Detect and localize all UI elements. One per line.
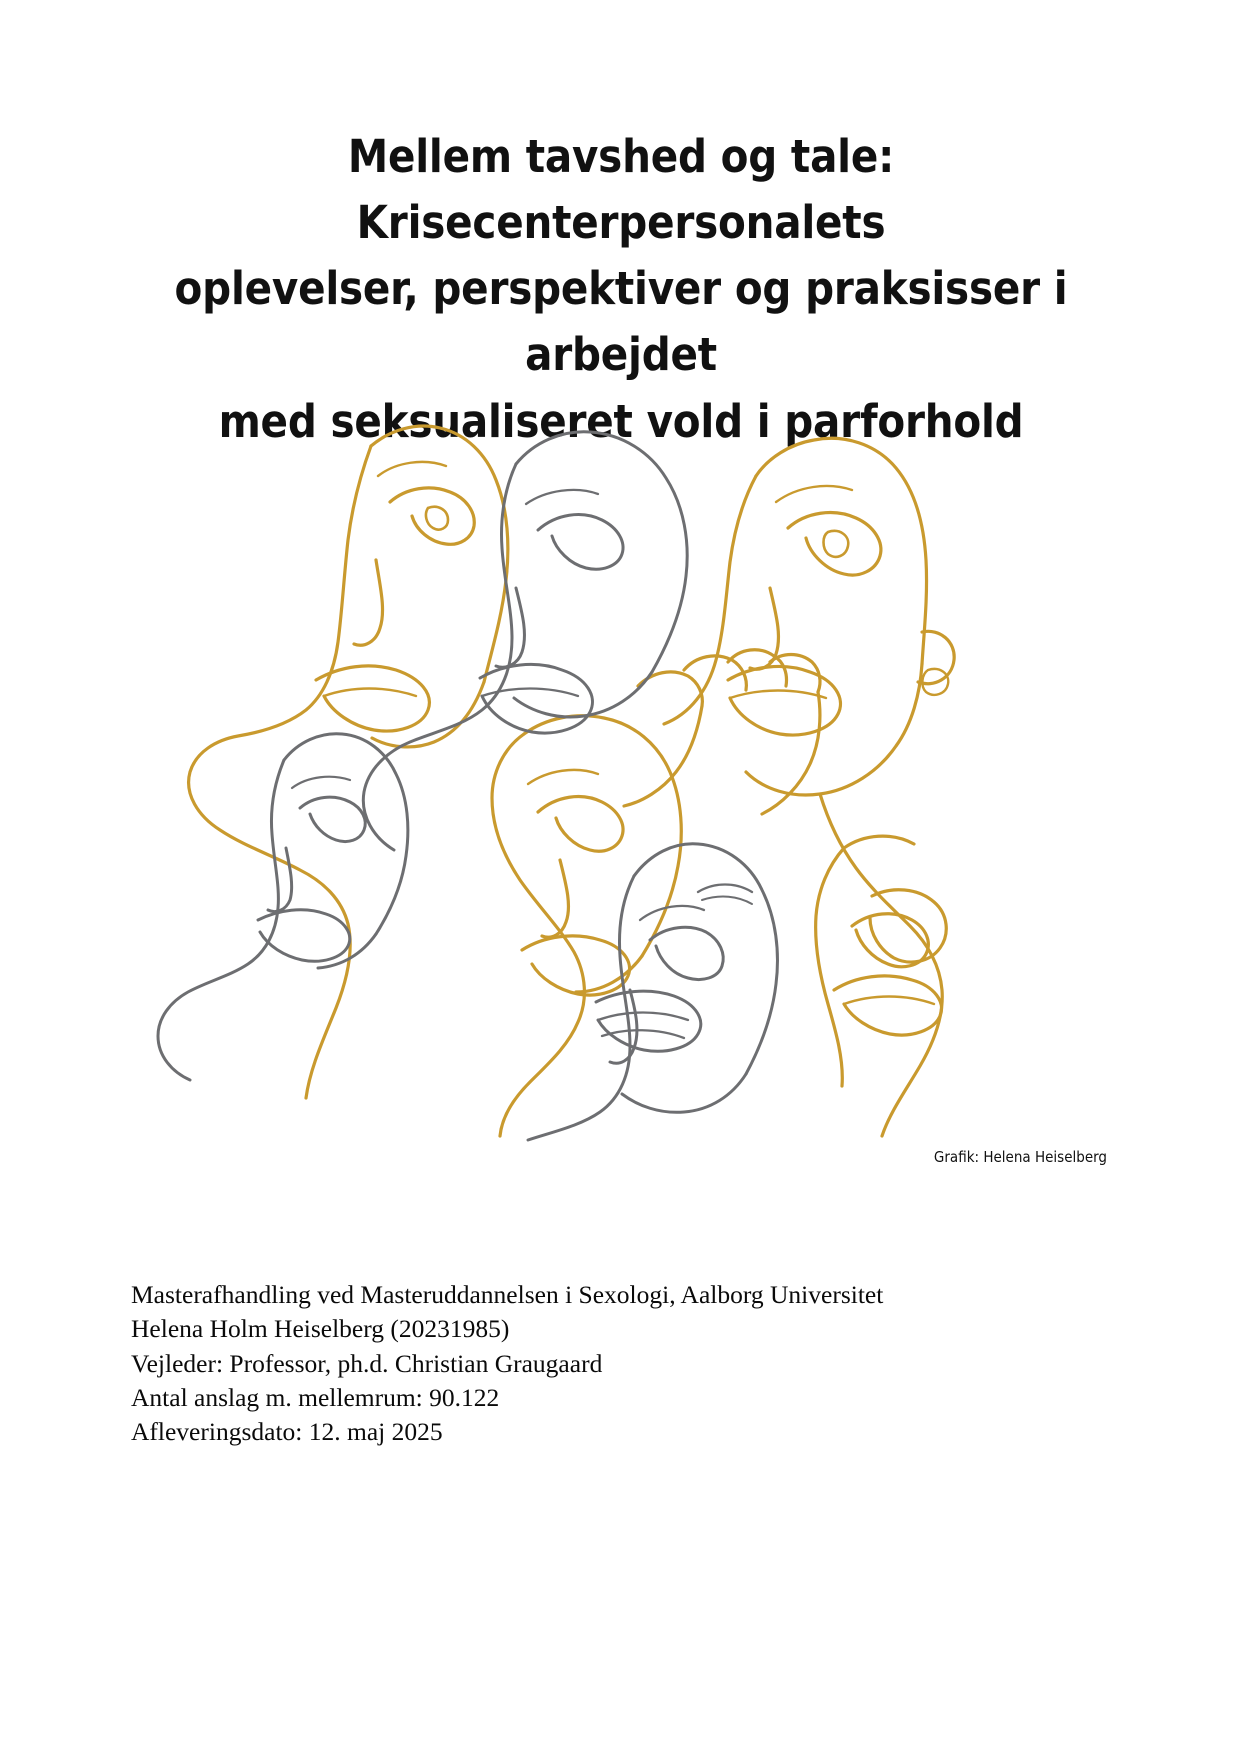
colophon-line-character-count: Antal anslag m. mellemrum: 90.122: [131, 1382, 500, 1412]
colophon-line-submission-date: Afleveringsdato: 12. maj 2025: [131, 1417, 443, 1447]
colophon-line-author: Helena Holm Heiselberg (20231985): [131, 1314, 510, 1344]
colophon-line-supervisor: Vejleder: Professor, ph.d. Christian Graugaard: [131, 1348, 603, 1378]
illustration-credit: Grafik: Helena Heiselberg: [933, 1148, 1107, 1166]
colophon-line-program: Masterafhandling ved Masteruddannelsen i Sexologi, Aalborg Universitet: [131, 1280, 884, 1309]
page-title-line-1: Mellem tavshed og tale: Krisecenterpersonalets: [347, 130, 895, 250]
line-art-faces-illustration: [128, 380, 988, 1170]
page-title-line-2: oplevelser, perspektiver og praksisser i arbejdet: [174, 262, 1068, 382]
colophon-block: [131, 1278, 1111, 1449]
page-title-line-3: med seksualiseret vold i parforhold: [218, 394, 1024, 448]
